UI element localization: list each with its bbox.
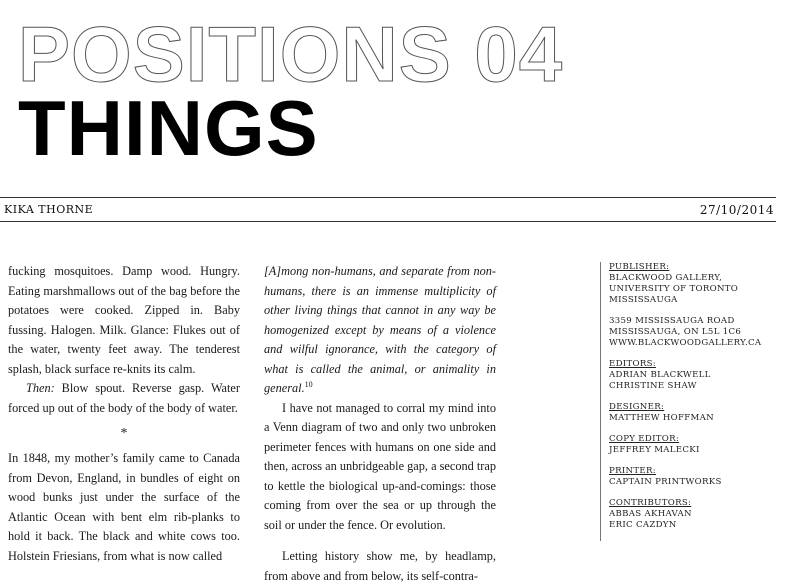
paragraph: Letting history show me, by headlamp, from above and from below, its self-contra-	[264, 549, 496, 583]
text-column-2	[264, 262, 496, 586]
address-block	[609, 316, 789, 349]
paragraph: In 1848, my mother’s family came to Canada from Devon, England, in bundles of eight on wood bunks just under the surface of the Atlantic Ocean with bent elm rib-planks to hold it back. The black and white cows too. Holstein Friesians, from what is now called	[8, 451, 240, 563]
series-title: POSITIONS 04	[18, 10, 564, 98]
paragraph-lead: Then:	[26, 381, 55, 395]
quote-text: [A]mong non-humans, and separate from non-humans, there is an immense multiplicity of other living things that cannot in any way be homogenized except by means of a violence and wilful ignorance, with the category of what is called the animal, or animality in general.	[264, 264, 496, 395]
publisher-label: PUBLISHER:	[609, 262, 670, 272]
text-column-1	[8, 262, 240, 566]
publication-date: 27/10/2014	[699, 203, 774, 217]
paragraph	[8, 379, 240, 418]
copy-editor-name: JEFFREY MALECKI	[609, 445, 700, 455]
author-name: KIKA THORNE	[4, 203, 94, 216]
designer-name: MATTHEW HOFFMAN	[609, 413, 714, 423]
section-separator: *	[120, 426, 128, 441]
contributor-name: ABBAS AKHAVAN	[609, 509, 692, 519]
printer-name: CAPTAIN PRINTWORKS	[609, 477, 722, 487]
colophon-sidebar	[600, 262, 789, 541]
copy-editor-label: COPY EDITOR:	[609, 434, 680, 444]
contributors-block	[609, 498, 789, 531]
paragraph: I have not managed to corral my mind into a Venn diagram of two and only two unbroken perimeter fences with humans on one side and then, across an unbridgeable gap, a second trap to kettle the biological up-and-comings: those coming from over the sea or up through the soil or under the fence. Or evolution.	[264, 400, 496, 532]
contributor-name: ERIC CAZDYN	[609, 520, 677, 530]
publisher-line: BLACKWOOD GALLERY,	[609, 273, 723, 283]
paragraph-text: Blow spout. Reverse gasp. Water forced up out of the body of the body of water.	[8, 381, 240, 415]
editors-block	[609, 359, 789, 392]
publisher-block	[609, 262, 789, 306]
paragraph: fucking mosquitoes. Damp wood. Hungry. Eating marshmallows out of the bag before the potatoes were cooked. Zipped in. Baby fussing. Halogen. Milk. Glance: Flukes out of the water, twenty feet away. The tenderest splash, black surface re-knits its calm.	[8, 264, 240, 376]
copy-editor-block	[609, 434, 789, 456]
designer-block	[609, 402, 789, 424]
editors-label: EDITORS:	[609, 359, 656, 369]
footnote-marker: 10	[304, 379, 313, 389]
editor-name: CHRISTINE SHAW	[609, 381, 697, 391]
editor-name: ADRIAN BLACKWELL	[609, 370, 711, 380]
designer-label: DESIGNER:	[609, 402, 665, 412]
header-rule-bottom	[0, 221, 776, 222]
printer-label: PRINTER:	[609, 466, 656, 476]
header-rule-top	[0, 197, 776, 198]
address-line: MISSISSAUGA, ON L5L 1C6	[609, 327, 742, 337]
publisher-line: UNIVERSITY OF TORONTO	[609, 284, 739, 294]
contributors-label: CONTRIBUTORS:	[609, 498, 692, 508]
page-title: THINGS	[18, 84, 319, 172]
printer-block	[609, 466, 789, 488]
address-line: 3359 MISSISSAUGA ROAD	[609, 316, 735, 326]
website-link[interactable]: WWW.BLACKWOODGALLERY.CA	[609, 338, 762, 348]
block-quote	[264, 262, 496, 399]
publisher-line: MISSISSAUGA	[609, 295, 678, 305]
